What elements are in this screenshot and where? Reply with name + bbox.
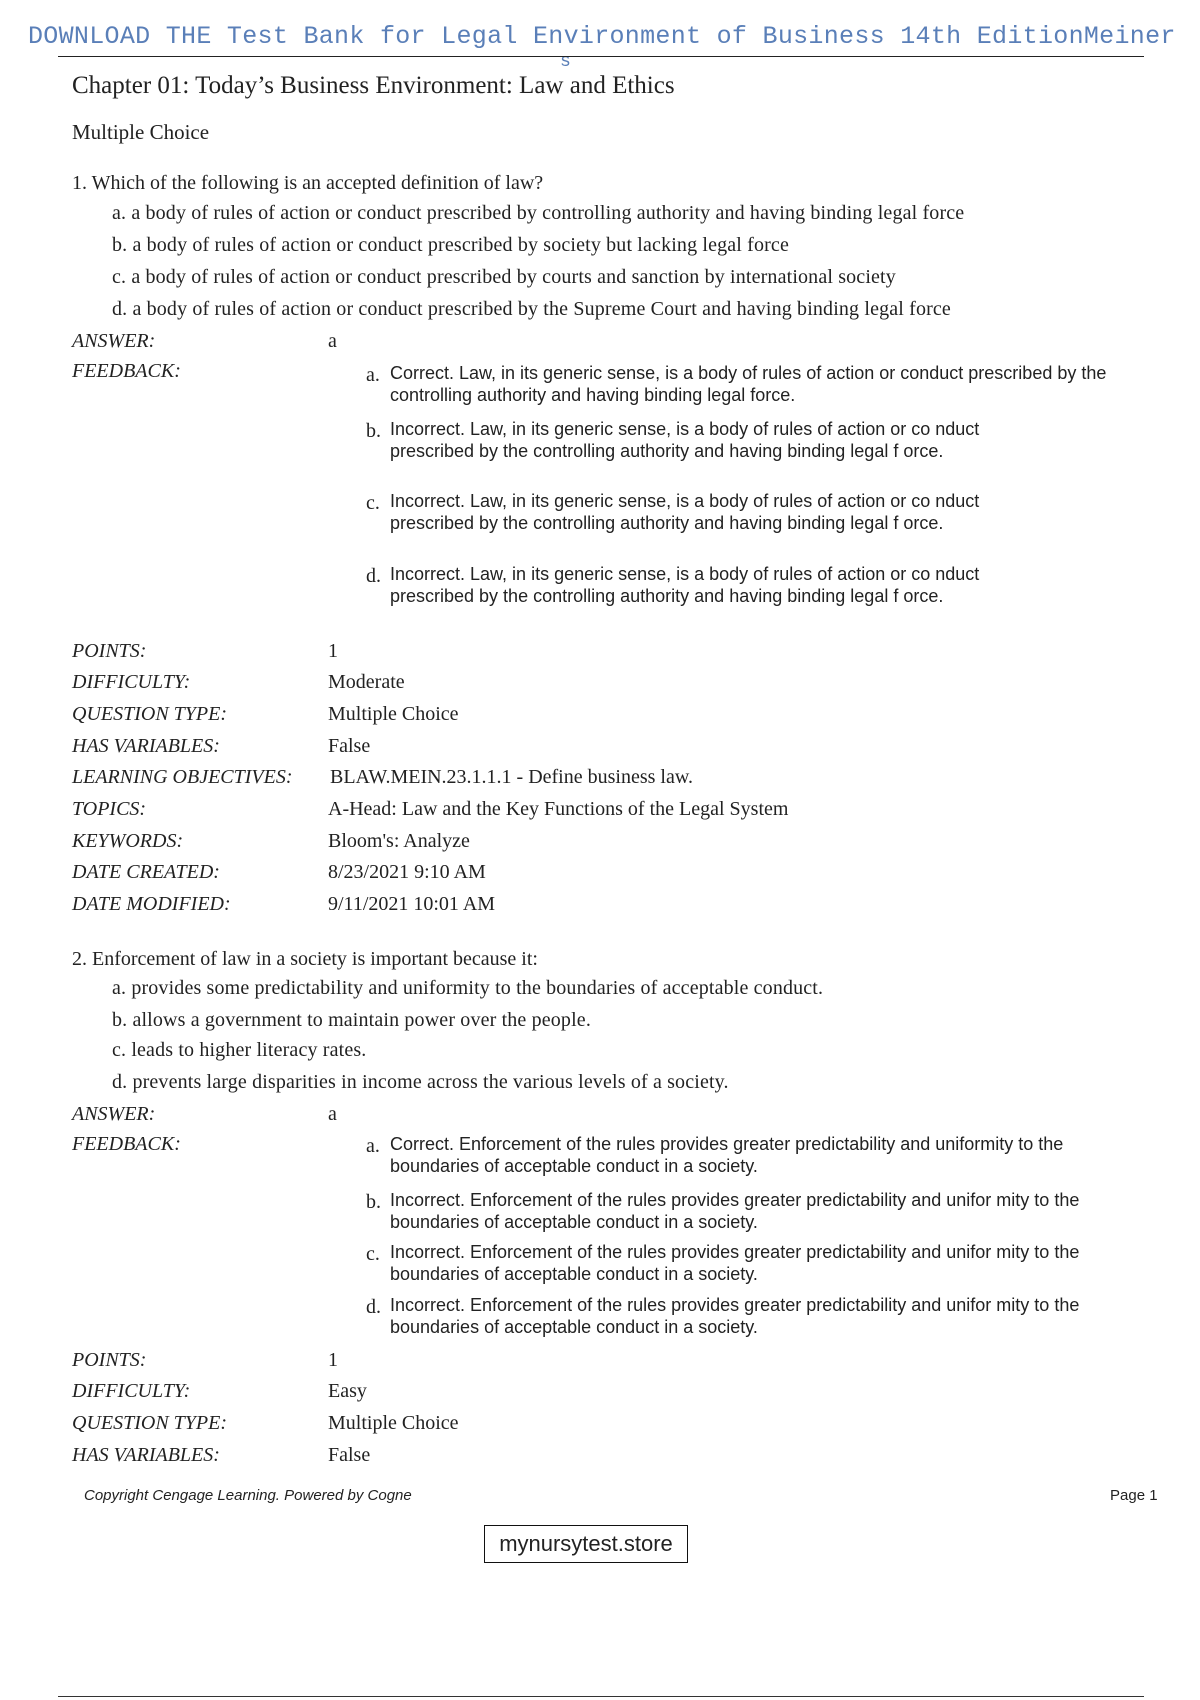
question-1-variables-value: False — [328, 735, 371, 757]
question-1-objectives-label: LEARNING OBJECTIVES: — [72, 766, 293, 788]
footer-copyright: Copyright Cengage Learning. Powered by Cogne — [84, 1487, 412, 1504]
feedback-text: Incorrect. Enforcement of the rules provides greater predictability and unifor mity to the boundaries of acceptable conduct in a society. — [390, 1295, 1080, 1337]
footer-page-number: Page 1 — [1110, 1487, 1158, 1504]
feedback-letter: d. — [366, 565, 381, 587]
question-2-feedback-c — [366, 1241, 1096, 1285]
header-rule — [58, 56, 1144, 57]
feedback-letter: c. — [366, 1243, 380, 1265]
question-2-feedback-d — [366, 1294, 1096, 1338]
question-2-stem: 2. Enforcement of law in a society is important because it: — [72, 948, 538, 970]
question-2-variables-label: HAS VARIABLES: — [72, 1444, 220, 1466]
question-1-option-a: a. a body of rules of action or conduct prescribed by controlling authority and having binding legal force — [112, 202, 965, 224]
question-1-option-d: d. a body of rules of action or conduct prescribed by the Supreme Court and having binding legal force — [112, 298, 951, 320]
feedback-text: Incorrect. Enforcement of the rules provides greater predictability and unifor mity to the boundaries of acceptable conduct in a society. — [390, 1190, 1080, 1232]
question-1-option-b: b. a body of rules of action or conduct prescribed by society but lacking legal force — [112, 234, 789, 256]
feedback-letter: c. — [366, 492, 380, 514]
feedback-letter: a. — [366, 364, 380, 386]
question-1-option-c: c. a body of rules of action or conduct prescribed by courts and sanction by international society — [112, 266, 896, 288]
question-2-type-value: Multiple Choice — [328, 1412, 459, 1434]
question-1-answer-value: a — [328, 330, 337, 352]
question-2-feedback-b — [366, 1189, 1096, 1233]
question-2-option-a: a. provides some predictability and uniformity to the boundaries of acceptable conduct. — [112, 977, 824, 999]
question-2-feedback-a — [366, 1133, 1156, 1177]
feedback-letter: a. — [366, 1135, 380, 1157]
feedback-text: Incorrect. Law, in its generic sense, is a body of rules of action or co nduct prescribed by the controlling authority and having binding legal f orce. — [390, 491, 980, 533]
question-2-option-d: d. prevents large disparities in income across the various levels of a society. — [112, 1071, 729, 1093]
question-1-feedback-b — [366, 418, 1056, 462]
question-1-keywords-value: Bloom's: Analyze — [328, 830, 470, 852]
feedback-text: Incorrect. Law, in its generic sense, is a body of rules of action or co nduct prescribed by the controlling authority and having binding legal f orce. — [390, 419, 980, 461]
question-2-answer-label: ANSWER: — [72, 1103, 156, 1125]
feedback-text: Correct. Enforcement of the rules provides greater predictability and uniformity to the boundaries of acceptable conduct in a society. — [390, 1134, 1064, 1176]
chapter-title: Chapter 01: Today’s Business Environment: Law and Ethics — [72, 72, 675, 99]
question-1-feedback-a — [366, 362, 1146, 406]
question-1-created-value: 8/23/2021 9:10 AM — [328, 861, 486, 883]
question-1-difficulty-label: DIFFICULTY: — [72, 671, 191, 693]
bottom-rule — [58, 1696, 1144, 1697]
feedback-letter: d. — [366, 1296, 381, 1318]
question-2-feedback-label: FEEDBACK: — [72, 1133, 181, 1155]
question-1-feedback-d — [366, 563, 1056, 607]
download-banner-wrap: s — [560, 52, 571, 72]
feedback-text: Correct. Law, in its generic sense, is a body of rules of action or conduct prescribed by the controlling authority and having binding legal force. — [390, 363, 1107, 405]
question-1-difficulty-value: Moderate — [328, 671, 405, 693]
question-1-points-label: POINTS: — [72, 640, 147, 662]
feedback-text: Incorrect. Law, in its generic sense, is a body of rules of action or co nduct prescribed by the controlling authority and having binding legal f orce. — [390, 564, 980, 606]
question-2-difficulty-value: Easy — [328, 1380, 367, 1402]
feedback-letter: b. — [366, 1191, 381, 1213]
question-1-type-label: QUESTION TYPE: — [72, 703, 228, 725]
feedback-text: Incorrect. Enforcement of the rules provides greater predictability and unifor mity to the boundaries of acceptable conduct in a society. — [390, 1242, 1080, 1284]
question-1-created-label: DATE CREATED: — [72, 861, 220, 883]
question-1-objectives-value: BLAW.MEIN.23.1.1.1 - Define business law. — [330, 766, 693, 788]
question-1-stem: 1. Which of the following is an accepted definition of law? — [72, 172, 544, 194]
question-1-feedback-label: FEEDBACK: — [72, 360, 181, 382]
question-2-type-label: QUESTION TYPE: — [72, 1412, 228, 1434]
section-title: Multiple Choice — [72, 120, 210, 144]
feedback-letter: b. — [366, 420, 381, 442]
question-1-points-value: 1 — [328, 640, 338, 662]
download-banner: DOWNLOAD THE Test Bank for Legal Environment of Business 14th EditionMeiner — [28, 22, 1176, 51]
question-2-option-b: b. allows a government to maintain power over the people. — [112, 1009, 591, 1031]
question-1-answer-label: ANSWER: — [72, 330, 156, 352]
question-2-answer-value: a — [328, 1103, 337, 1125]
question-1-type-value: Multiple Choice — [328, 703, 459, 725]
question-2-variables-value: False — [328, 1444, 371, 1466]
question-2-points-label: POINTS: — [72, 1349, 147, 1371]
question-1-feedback-c — [366, 490, 1056, 534]
question-1-keywords-label: KEYWORDS: — [72, 830, 184, 852]
question-2-points-value: 1 — [328, 1349, 338, 1371]
question-1-topics-value: A-Head: Law and the Key Functions of the Legal System — [328, 798, 789, 820]
question-1-topics-label: TOPICS: — [72, 798, 147, 820]
question-2-difficulty-label: DIFFICULTY: — [72, 1380, 191, 1402]
store-watermark-box: mynursytest.store — [484, 1525, 688, 1563]
question-2-option-c: c. leads to higher literacy rates. — [112, 1039, 367, 1061]
question-1-modified-label: DATE MODIFIED: — [72, 893, 231, 915]
question-1-modified-value: 9/11/2021 10:01 AM — [328, 893, 496, 915]
question-1-variables-label: HAS VARIABLES: — [72, 735, 220, 757]
